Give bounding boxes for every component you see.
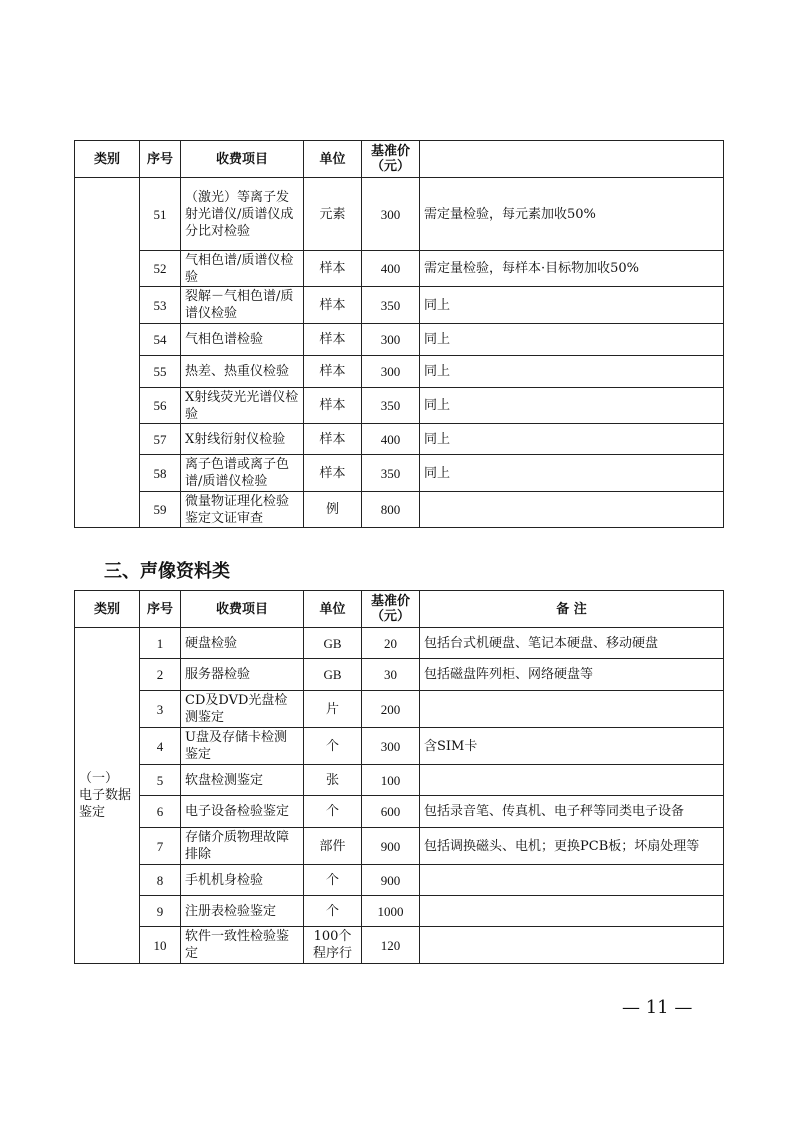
table-row: 53 裂解－气相色谱/质谱仪检验 样本 350 同上	[75, 287, 724, 324]
table-row: 54 气相色谱检验 样本 300 同上	[75, 324, 724, 356]
header-seq: 序号	[140, 141, 181, 178]
table-row: 58 离子色谱或离子色谱/质谱仪检验 样本 350 同上	[75, 455, 724, 492]
table-header-row	[75, 591, 724, 628]
page-number: — 11 —	[622, 997, 693, 1018]
table-row: 52 气相色谱/质谱仪检验 样本 400 需定量检验，每样本·目标物加收50%	[75, 251, 724, 287]
header-price: 基准价 （元）	[362, 591, 420, 628]
table-row: 56 X射线荧光光谱仪检验 样本 350 同上	[75, 388, 724, 424]
header-unit: 单位	[304, 591, 362, 628]
table-row: 55 热差、热重仪检验 样本 300 同上	[75, 356, 724, 388]
section-heading: 三、声像资料类	[104, 561, 230, 582]
header-item: 收费项目	[181, 591, 304, 628]
header-note: 备 注	[420, 591, 724, 628]
table-row: 3 CD及DVD光盘检测鉴定 片 200	[75, 691, 724, 728]
table-row: 6 电子设备检验鉴定 个 600 包括录音笔、传真机、电子秤等同类电子设备	[75, 796, 724, 828]
table-row: 7 存储介质物理故障排除 部件 900 包括调换磁头、电机；更换PCB板；坏扇处理等	[75, 828, 724, 865]
table-row: （一） 电子数据 鉴定 1 硬盘检验 GB 20 包括台式机硬盘、笔记本硬盘、移动硬盘	[75, 628, 724, 659]
table-row: 59 微量物证理化检验鉴定文证审查 例 800	[75, 492, 724, 528]
header-category: 类别	[75, 591, 140, 628]
header-note	[420, 141, 724, 178]
header-seq: 序号	[140, 591, 181, 628]
category-cell: （一） 电子数据 鉴定	[75, 628, 140, 964]
table-row: 4 U盘及存储卡检测鉴定 个 300 含SIM卡	[75, 728, 724, 765]
table-row: 10 软件一致性检验鉴定 100个 程序行 120	[75, 927, 724, 964]
header-category: 类别	[75, 141, 140, 178]
table-row: 57 X射线衍射仪检验 样本 400 同上	[75, 424, 724, 455]
fee-table-continued	[74, 140, 724, 528]
table-row: 9 注册表检验鉴定 个 1000	[75, 896, 724, 927]
table-row: 2 服务器检验 GB 30 包括磁盘阵列柜、网络硬盘等	[75, 659, 724, 691]
table-row: 51 （激光）等离子发射光谱仪/质谱仪成分比对检验 元素 300 需定量检验，每元素加收50%	[75, 178, 724, 251]
fee-table-audiovisual	[74, 590, 724, 964]
header-price: 基准价 （元）	[362, 141, 420, 178]
header-item: 收费项目	[181, 141, 304, 178]
table-row: 5 软盘检测鉴定 张 100	[75, 765, 724, 796]
header-unit: 单位	[304, 141, 362, 178]
table-row: 8 手机机身检验 个 900	[75, 865, 724, 896]
category-cell	[75, 178, 140, 528]
table-header-row	[75, 141, 724, 178]
